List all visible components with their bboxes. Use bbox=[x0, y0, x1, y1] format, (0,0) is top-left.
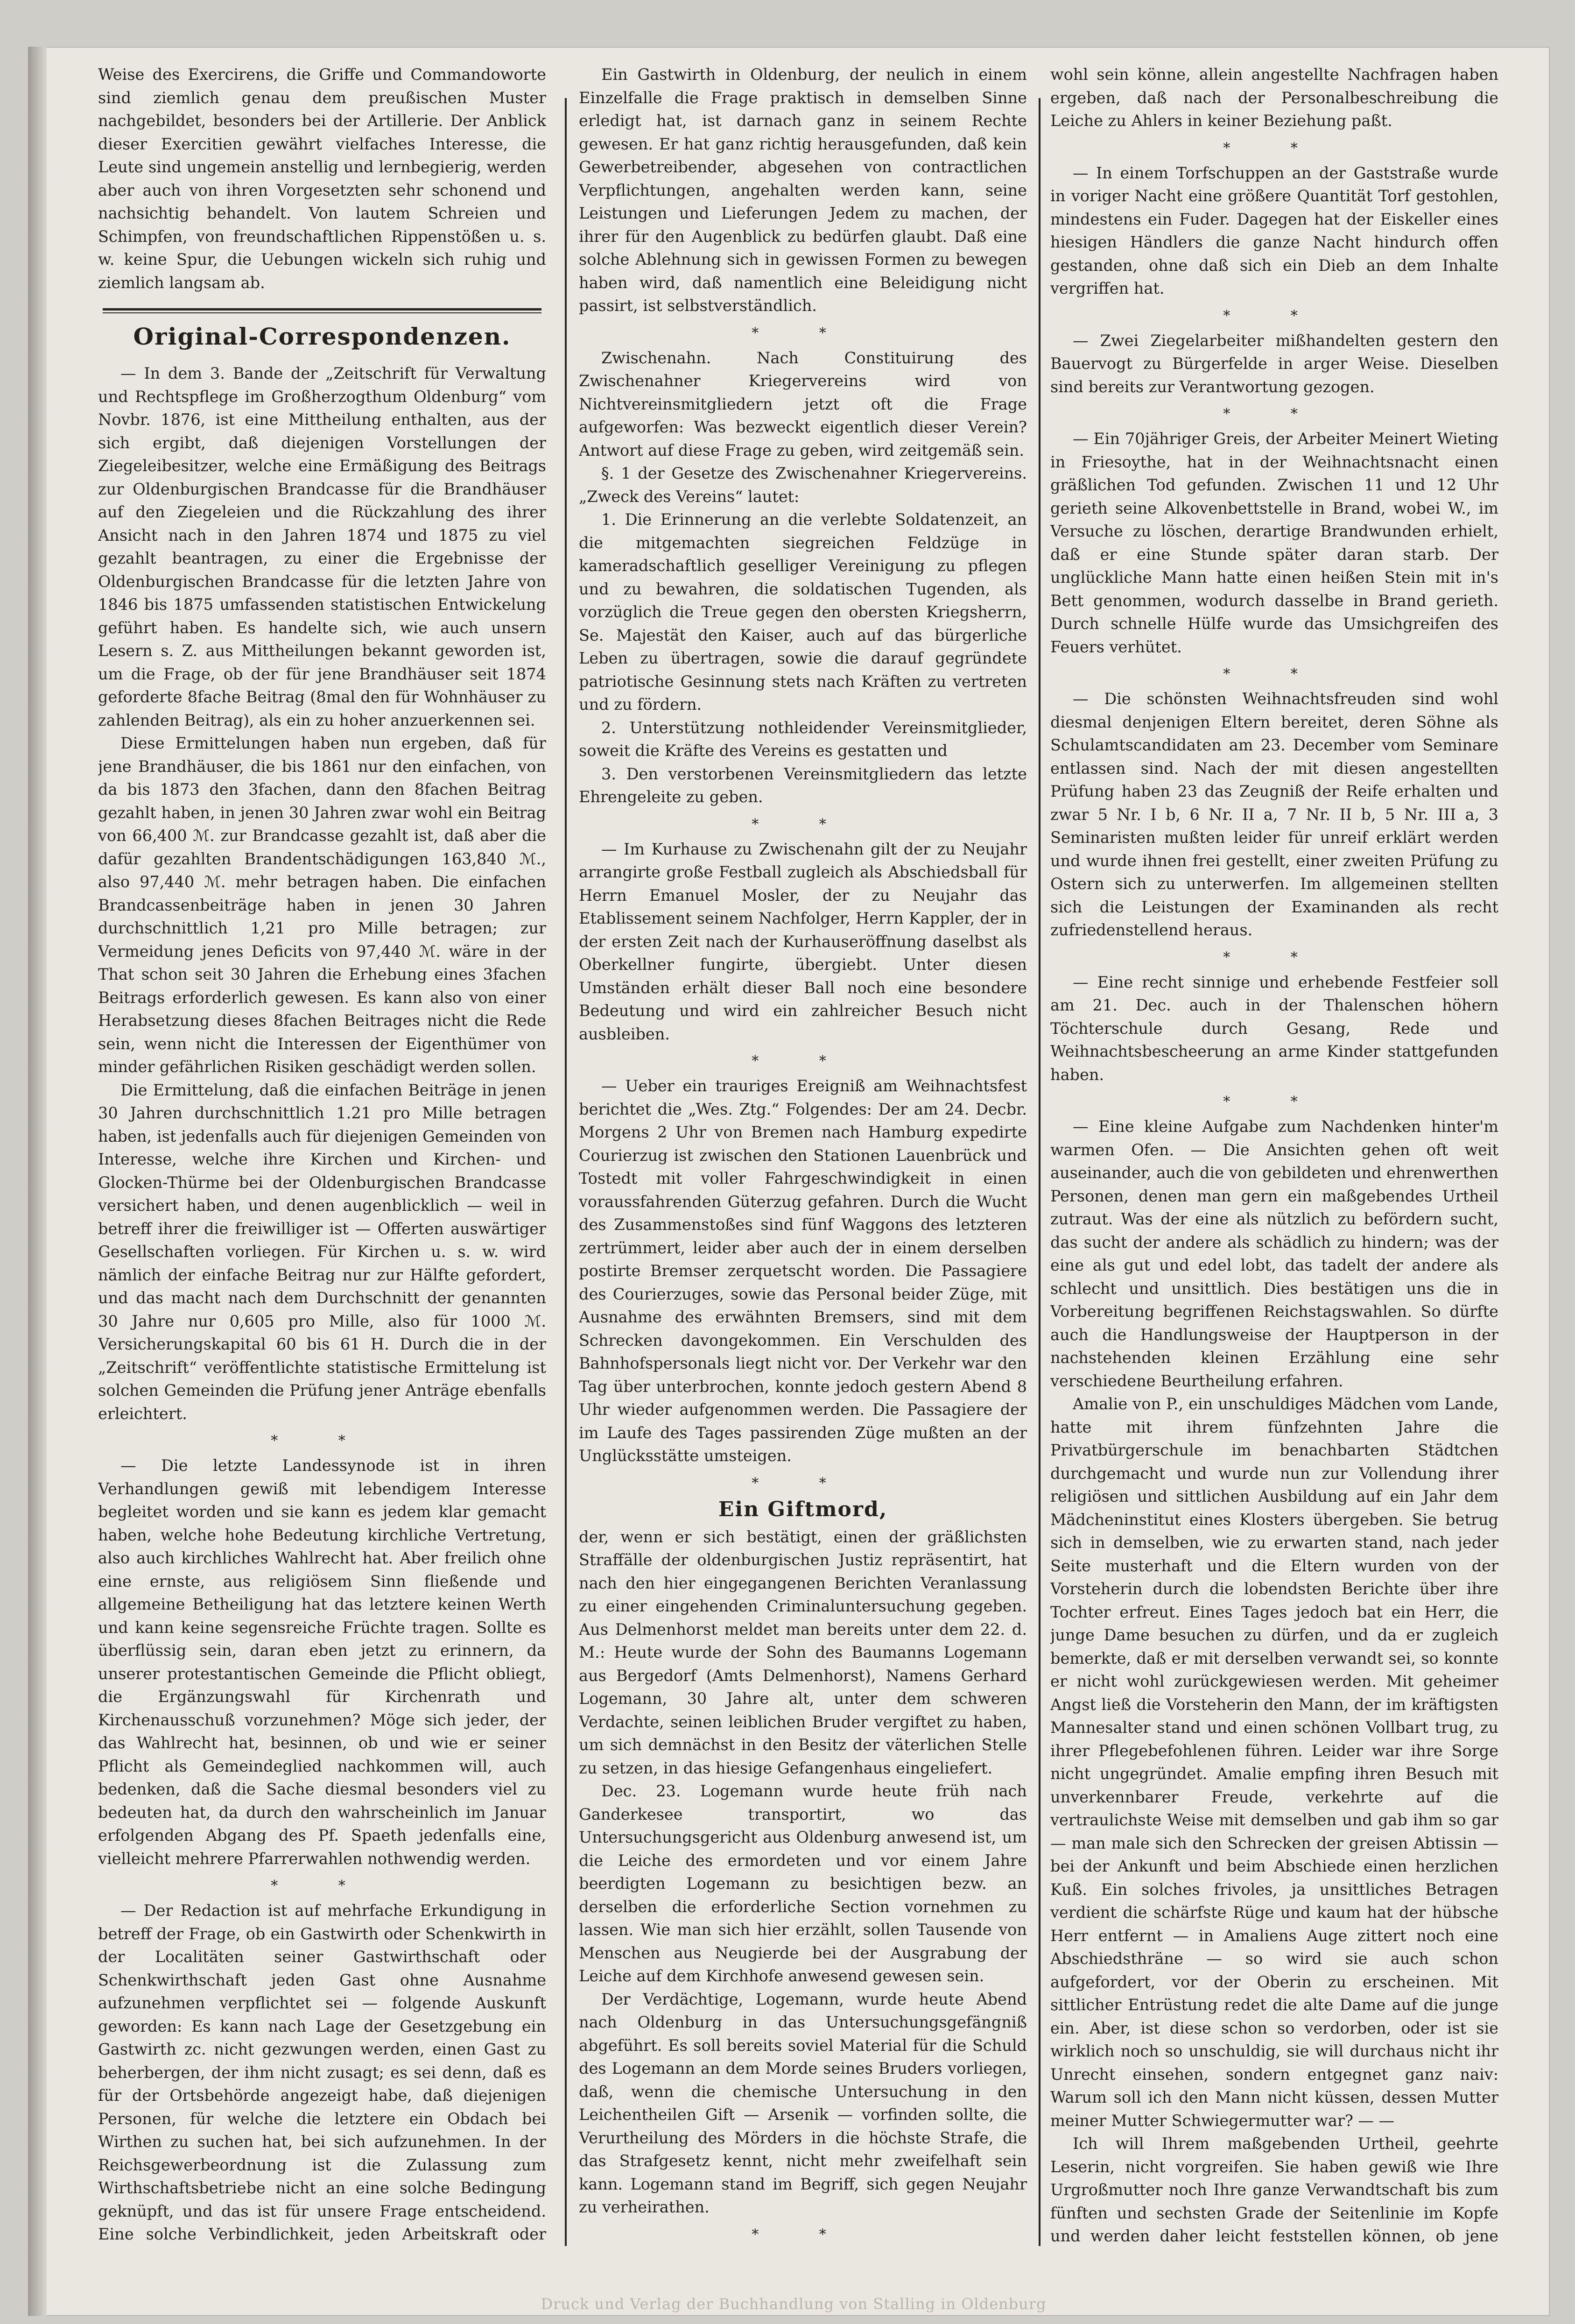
article-paragraph: Dec. 23. Logemann wurde heute früh nach Ganderkesee transportirt, wo das Untersuchungsgericht aus Oldenburg anwesend ist, um die Leiche des ermordeten und vor einem Jahre beerdigten Logemann zu besichtigen bezw. an derselben die erforderliche Section vornehmen zu lassen. Wie man sich hier erzählt, sollen Tausende von Menschen aus Neugierde bei der Ausgrabung der Leiche auf dem Kirchhofe anwesend gewesen sein. bbox=[579, 1782, 1027, 1985]
article-paragraph: 2. Unterstützung nothleidender Vereinsmitglieder, soweit die Kräfte des Vereins es gestatten und bbox=[579, 718, 1027, 760]
article-paragraph: Ein Gastwirth in Oldenburg, der neulich in einem Einzelfalle die Frage praktisch in demselben Sinne erledigt hat, ist darnach ganz in seinem Rechte gewesen. Er hat ganz richtig herausgefunden, daß kein Gewerbetreibender, abgesehen von contractlichen Verpflichtungen, angehalten werden kann, seine Leistungen und Lieferungen Jedem zu machen, der ihrer für den Augenblick zu bedürfen glaubt. Daß eine solche Ablehnung sich in gewissen Formen zu bewegen haben wird, daß namentlich eine Beleidigung nicht passirt, ist selbstverständlich. bbox=[579, 65, 1027, 315]
article-separator-stars: * * bbox=[752, 2226, 854, 2243]
page-spine-shadow bbox=[28, 47, 47, 2316]
article-separator-stars: * * bbox=[1223, 1094, 1326, 1110]
article-separator-stars: * * bbox=[752, 816, 854, 833]
article-paragraph: — Der Redaction ist auf mehrfache Erkundigung in betreff der Frage, ob ein Gastwirth oder Schenkwirth in der Localitäten seiner Gastwirthschaft oder Schenkwirthschaft jeden Gast ohne Ausnahme aufzunehmen verpflichtet sei — folgende Auskunft geworden: Es kann nach Lage der Gesetzgebung ein Gastwirth zc. nicht gezwungen werden, einen Gast zu beherbergen, der ihm nicht zusagt; es sei denn, daß es für der Ortsbehörde angezeigt habe, daß diejenigen Personen, für welche die letztere ein Obdach bei Wirthen zu suchen hat, bei sich aufzunehmen. In der Reichsgewerbeordnung ist die Zulassung zum Wirthschaftsbetriebe nicht an eine solche Bedingung geknüpft, und das ist für unsere Frage entscheidend. Eine solche Verbindlichkeit, jeden Arbeitskraft oder bbox=[98, 1901, 546, 2243]
article-paragraph: — Die letzte Landessynode ist in ihren Verhandlungen gewiß mit lebendigem Interesse begleitet worden und sie kann es jedem klar gemacht haben, welche hohe Bedeutung kirchliche Vertretung, also auch kirchliches Wahlrecht hat. Aber freilich ohne eine ernste, aus religiösem Sinn fließende und allgemeine Betheiligung hat das letztere keinen Werth und kann keine segensreiche Früchte tragen. Sollte es überflüssig sein, daran eben jetzt zu erinnern, da unserer protestantischen Gemeinde die Pflicht obliegt, die Ergänzungswahl für Kirchenrath und Kirchenausschuß vorzunehmen? Möge sich jeder, der das Wahlrecht hat, besinnen, ob und wie er seiner Pflicht als Gemeindeglied nachkommen will, auch bedenken, daß die Sache diesmal besonders viel zu bedeuten hat, da durch den wahrscheinlich im Januar erfolgenden Abgang des Pf. Spaeth jedenfalls eine, vielleicht mehrere Pfarrerwahlen nothwendig werden. bbox=[98, 1456, 546, 1868]
section-divider bbox=[103, 308, 541, 313]
article-paragraph: Die Ermittelung, daß die einfachen Beiträge in jenen 30 Jahren durchschnittlich 1.21 pro Mille betragen haben, ist jedenfalls auch für diejenigen Gemeinden von Interesse, welche ihre Kirchen und Kirchen- und Glocken-Thürme bei der Oldenburgischen Brandcasse versichert haben, und denen augenblicklich — weil in betreff ihrer die freiwilliger ist — Offerten auswärtiger Gesellschaften vorliegen. Für Kirchen u. s. w. wird nämlich der einfache Beitrag nur zur Hälfte gefordert, und das macht nach dem Durchschnitt der genannten 30 Jahre nur 0,605 pro Mille, also für 1000 ℳ. Versicherungskapital 60 bis 61 H. Durch die in der „Zeitschrift“ veröffentlichte statistische Ermittelung ist solchen Gemeinden die Prüfung jener Anträge ebenfalls erleichtert. bbox=[98, 1081, 546, 1423]
column-1 bbox=[98, 63, 546, 2248]
article-paragraph: Weise des Exercirens, die Griffe und Commandoworte sind ziemlich genau dem preußischen Muster nachgebildet, besonders bei der Artillerie. Der Anblick dieser Exercitien gewährt vielfaches Interesse, die Leute sind ungemein anstellig und lernbegierig, werden aber auch von ihren Vorgesetzten sehr schonend und nachsichtig behandelt. Von lautem Schreien und Schimpfen, von freundschaftlichen Rippenstößen u. s. w. keine Spur, die Uebungen wickeln sich ruhig und ziemlich langsam ab. bbox=[98, 65, 546, 292]
article-separator-stars: * * bbox=[752, 325, 854, 341]
column-3 bbox=[1050, 63, 1498, 2248]
article-paragraph: wohl sein könne, allein angestellte Nachfragen haben ergeben, daß nach der Personalbeschreibung die Leiche zu Ahlers in keiner Beziehung paßt. bbox=[1050, 65, 1498, 130]
article-paragraph: — Im Kurhause zu Zwischenahn gilt der zu Neujahr arrangirte große Festball zugleich als Abschiedsball für Herrn Emanuel Mosler, der zu Neujahr das Etablissement seinem Nachfolger, Herrn Kappler, der in der ersten Zeit nach der Kurhauseröffnung daselbst als Oberkellner fungirte, übergiebt. Unter diesen Umständen erhält dieser Ball noch eine besondere Bedeutung und wird ein zahlreicher Besuch nicht ausbleiben. bbox=[579, 840, 1027, 1043]
article-paragraph: Der Verdächtige, Logemann, wurde heute Abend nach Oldenburg in das Untersuchungsgefängniß abgeführt. Es soll bereits soviel Material für die Schuld des Logemann an dem Morde seines Bruders vorliegen, daß, wenn die chemische Untersuchung in den Leichentheilen Gift — Arsenik — vorfinden sollte, die Verurtheilung des Mörders in die höchste Strafe, die das Strafgesetz kennt, nicht mehr zweifelhaft sein kann. Logemann stand im Begriff, sich gegen Neujahr zu verheirathen. bbox=[579, 1990, 1027, 2216]
article-separator-stars: * * bbox=[1223, 406, 1326, 422]
column-rule bbox=[1039, 98, 1041, 2246]
article-paragraph: — Die schönsten Weihnachtsfreuden sind wohl diesmal denjenigen Eltern bereitet, deren Söhne als Schulamtscandidaten am 23. December vom Seminare entlassen sind. Nach der mit diesen angestellten Prüfung haben 23 das Zeugniß der Reife erhalten und zwar 5 Nr. I b, 6 Nr. II a, 7 Nr. II b, 5 Nr. III a, 3 Seminaristen mußten leider für unreif erklärt werden und wurde ihnen frei gestellt, einer zweiten Prüfung zu Ostern sich zu unterwerfen. Im allgemeinen stellten sich die Leistungen der Examinanden als recht zufriedenstellend heraus. bbox=[1050, 690, 1498, 939]
article-separator-stars: * * bbox=[1223, 949, 1326, 966]
article-separator-stars: * * bbox=[752, 1475, 854, 1491]
article-paragraph: 1. Die Erinnerung an die verlebte Soldatenzeit, an die mitgemachten siegreichen Feldzüge in kameradschaftlich geselliger Vereinigung zu pflegen und zu bewahren, die soldatischen Tugenden, als vorzüglich die Treue gegen den obersten Kriegsherrn, Se. Majestät den Kaiser, auch auf das bürgerliche Leben zu übertragen, sowie die darauf gegründete patriotische Gesinnung stets nach Kräften zu vertreten und zu fördern. bbox=[579, 510, 1027, 713]
article-paragraph: — Eine kleine Aufgabe zum Nachdenken hinter'm warmen Ofen. — Die Ansichten gehen oft weit auseinander, auch die von gebildeten und ehrenwerthen Personen, denen man gern ein maßgebendes Urtheil zutraut. Was der eine als nützlich zu befördern sucht, das sucht der andere als schädlich zu hindern; was der eine als gut und edel lobt, das tadelt der andere als schlecht und unsittlich. Dies bestätigen uns die in Vorbereitung begriffenen Reichstagswahlen. So dürfte auch die Handlungsweise der Hauptperson in der nachstehenden kleinen Erzählung eine sehr verschiedene Beurtheilung erfahren. bbox=[1050, 1117, 1498, 1390]
article-paragraph: 3. Den verstorbenen Vereinsmitgliedern das letzte Ehrengeleite zu geben. bbox=[579, 764, 1027, 806]
article-separator-stars: * * bbox=[752, 1053, 854, 1069]
article-paragraph bbox=[579, 2248, 1027, 2249]
article-paragraph: — Eine recht sinnige und erhebende Festfeier soll am 21. Dec. auch in der Thalenschen höhern Töchterschule durch Gesang, Rede und Weihnachtsbescheerung an arme Kinder stattgefunden haben. bbox=[1050, 973, 1498, 1084]
article-paragraph: Ich will Ihrem maßgebenden Urtheil, geehrte Leserin, nicht vorgreifen. Sie haben gewiß wie Ihre Urgroßmutter noch Ihre ganze Verwandtschaft bis zum fünften und sechsten Grade der Seitenlinie im Kopfe und werden daher leicht feststellen können, ob jene bbox=[1050, 2134, 1498, 2245]
article-paragraph: — In dem 3. Bande der „Zeitschrift für Verwaltung und Rechtspflege im Großherzogthum Oldenburg“ vom Novbr. 1876, ist eine Mittheilung enthalten, aus der sich ergibt, daß diejenigen Vorstellungen der Ziegeleibesitzer, welche eine Ermäßigung des Beitrags zur Oldenburgischen Brandcasse für die Brandhäuser auf den Ziegeleien und die Rückzahlung des ihrer Ansicht nach in den Jahren 1874 und 1875 zu viel gezahlt beantragen, zu einer die Ergebnisse der Oldenburgischen Brandcasse für die letzten Jahre von 1846 bis 1875 umfassenden statistischen Entwickelung geführt haben. Es handelte sich, wie auch unsern Lesern s. Z. aus Mittheilungen bekannt geworden ist, um die Frage, ob der für jene Brandhäuser seit 1874 geforderte 8fache Beitrag (8mal den für Wohnhäuser zu zahlenden Beitrag), als ein zu hoher anzuerkennen sei. bbox=[98, 364, 546, 729]
article-paragraph: Amalie von P., ein unschuldiges Mädchen vom Lande, hatte mit ihrem fünfzehnten Jahre die Privatbürgerschule im benachbarten Städtchen durchgemacht und wurde nun zur Vollendung ihrer religiösen und sittlichen Ausbildung auf ein Jahr dem Mädcheninstitut eines Klosters übergeben. Sie betrug sich in demselben, wie zu erwarten stand, nach jeder Seite musterhaft und die Eltern wurden von der Vorsteherin durch die lobendsten Berichte über ihre Tochter erfreut. Eines Tages jedoch bat ein Herr, die junge Dame besuchen zu dürfen, und da er zugleich bemerkte, daß er mit derselben verwandt sei, so konnte er nicht wohl zurückgewiesen werden. Mit geheimer Angst ließ die Vorsteherin den Mann, der im kräftigsten Mannesalter stand und einen schönen Vollbart trug, zu ihrer Pflegebefohlenen führen. Leider war ihre Sorge nicht ungegründet. Amalie empfing ihren Besuch mit unverkennbarer Freude, verkehrte auf die vertraulichste Weise mit demselben und gab ihm so gar — man male sich den Schrecken der greisen Abtissin — bei der Ankunft und beim Abschiede einen herzlichen Kuß. Ein solches frivoles, ja unsittliches Betragen verdient die schärfste Rüge und kaum hat der hübsche Herr entfernt — in Amaliens Auge zittert noch eine Abschiedsthräne — so wird sie auch schon aufgefordert, vor der Oberin zu erscheinen. Mit sittlicher Entrüstung redet die alte Dame auf die junge ein. Aber, ist diese schon so verdorben, oder ist sie wirklich noch so unschuldig, sie will durchaus nicht ihr Unrecht einsehen, sondern entgegnet ganz naiv: Warum soll ich den Mann nicht küssen, dessen Mutter meiner Mutter Schwiegermutter war? — — bbox=[1050, 1395, 1498, 2130]
article-paragraph: — In einem Torfschuppen an der Gaststraße wurde in voriger Nacht eine größere Quantität Torf gestohlen, mindestens ein Fuder. Dagegen hat der Eiskeller eines hiesigen Händlers die ganze Nacht hindurch offen gestanden, ohne daß sich ein Dieb an dem Inhalte vergriffen hat. bbox=[1050, 163, 1498, 297]
article-subheading: Ein Giftmord, bbox=[718, 1497, 888, 1521]
article-paragraph: §. 1 der Gesetze des Zwischenahner Kriegervereins. „Zweck des Vereins“ lautet: bbox=[579, 464, 1027, 506]
section-heading: Original-Correspondenzen. bbox=[133, 323, 511, 350]
article-paragraph: Diese Ermittelungen haben nun ergeben, daß für jene Brandhäuser, die bis 1861 nur den einfachen, von da bis 1873 den 3fachen, dann den 8fachen Beitrag gezahlt haben, in jenen 30 Jahren zwar wohl ein Beitrag von 66,400 ℳ. zur Brandcasse gezahlt ist, daß aber die dafür gezahlten Brandentschädigungen 163,840 ℳ., also 97,440 ℳ. mehr betragen haben. Die einfachen Brandcassenbeiträge haben in jenen 30 Jahren durchschnittlich 1,21 pro Mille betragen; zur Vermeidung jenes Deficits von 97,440 ℳ. wäre in der That schon seit 30 Jahren die Erhebung eines 3fachen Beitrags erforderlich gewesen. Es kann also von einer Herabsetzung dieses 8fachen Beitrages nicht die Rede sein, wenn nicht die Interessen der Eigenthümer von minder gefährlichen Risiken geschädigt werden sollen. bbox=[98, 734, 546, 1076]
article-paragraph: — Ein 70jähriger Greis, der Arbeiter Meinert Wieting in Friesoythe, hat in der Weihnachtsnacht einen gräßlichen Tod gefunden. Zwischen 11 und 12 Uhr gerieth seine Alkovenbettstelle in Brand, wobei W., im Versuche zu löschen, derartige Brandwunden erhielt, daß er eine Stunde später daran starb. Der unglückliche Mann hatte einen heißen Stein mit in's Bett genommen, wodurch dasselbe in Brand gerieth. Durch schnelle Hülfe wurde das Umsichgreifen des Feuers verhütet. bbox=[1050, 430, 1498, 656]
column-rule bbox=[565, 98, 567, 2246]
article-paragraph: Zwischenahn. Nach Constituirung des Zwischenahner Kriegervereins wird von Nichtvereinsmitgliedern jetzt oft die Frage aufgeworfen: Was bezweckt eigentlich dieser Verein? Antwort auf diese Frage zu geben, wird zeitgemäß sein. bbox=[579, 348, 1027, 459]
page-footer-imprint: Druck und Verlag der Buchhandlung von Stalling in Oldenburg bbox=[541, 2295, 1047, 2313]
article-paragraph: — Zwei Ziegelarbeiter mißhandelten gestern den Bauervogt zu Bürgerfelde in arger Weise. Dieselben sind bereits zur Verantwortung gezogen. bbox=[1050, 331, 1498, 396]
column-2 bbox=[579, 63, 1027, 2248]
article-separator-stars: * * bbox=[271, 1433, 373, 1449]
article-paragraph: — Ueber ein trauriges Ereigniß am Weihnachtsfest berichtet die „Wes. Ztg.“ Folgendes: Der am 24. Decbr. Morgens 2 Uhr von Bremen nach Hamburg expedirte Courierzug ist zwischen den Stationen Lauenbrück und Tostedt mit voller Fahrgeschwindigkeit in einen voraussfahrenden Güterzug gefahren. Durch die Wucht des Zusammenstoßes sind fünf Waggons des letzteren zertrümmert, leider aber auch der in einem derselben postirte Bremser zerquetscht worden. Die Passagiere des Courierzuges, sowie das Personal beider Züge, mit Ausnahme des erwähnten Bremsers, sind mit dem Schrecken davongekommen. Ein Verschulden des Bahnhofspersonals liegt nicht vor. Der Verkehr war den Tag über unterbrochen, konnte jedoch gestern Abend 8 Uhr wieder aufgenommen werden. Die Passagiere der im Laufe des Tages passirenden Züge mußten an der Unglücksstätte umsteigen. bbox=[579, 1077, 1027, 1465]
article-separator-stars: * * bbox=[1223, 666, 1326, 682]
article-separator-stars: * * bbox=[1223, 307, 1326, 324]
article-separator-stars: * * bbox=[1223, 140, 1326, 156]
article-separator-stars: * * bbox=[271, 1878, 373, 1894]
article-paragraph: der, wenn er sich bestätigt, einen der gräßlichsten Straffälle der oldenburgischen Justiz repräsentirt, hat nach den hier eingegangenen Berichten Veranlassung zu einer eingehenden Criminaluntersuchung gegeben. Aus Delmenhorst meldet man bereits unter dem 22. d. M.: Heute wurde der Sohn des Baumanns Logemann aus Bergedorf (Amts Delmenhorst), Namens Gerhard Logemann, 30 Jahre alt, unter dem schweren Verdachte, seinen leiblichen Bruder vergiftet zu haben, um sich demnächst in den Besitz der väterlichen Stelle zu setzen, in das hiesige Gefangenhaus eingeliefert. bbox=[579, 1527, 1027, 1777]
